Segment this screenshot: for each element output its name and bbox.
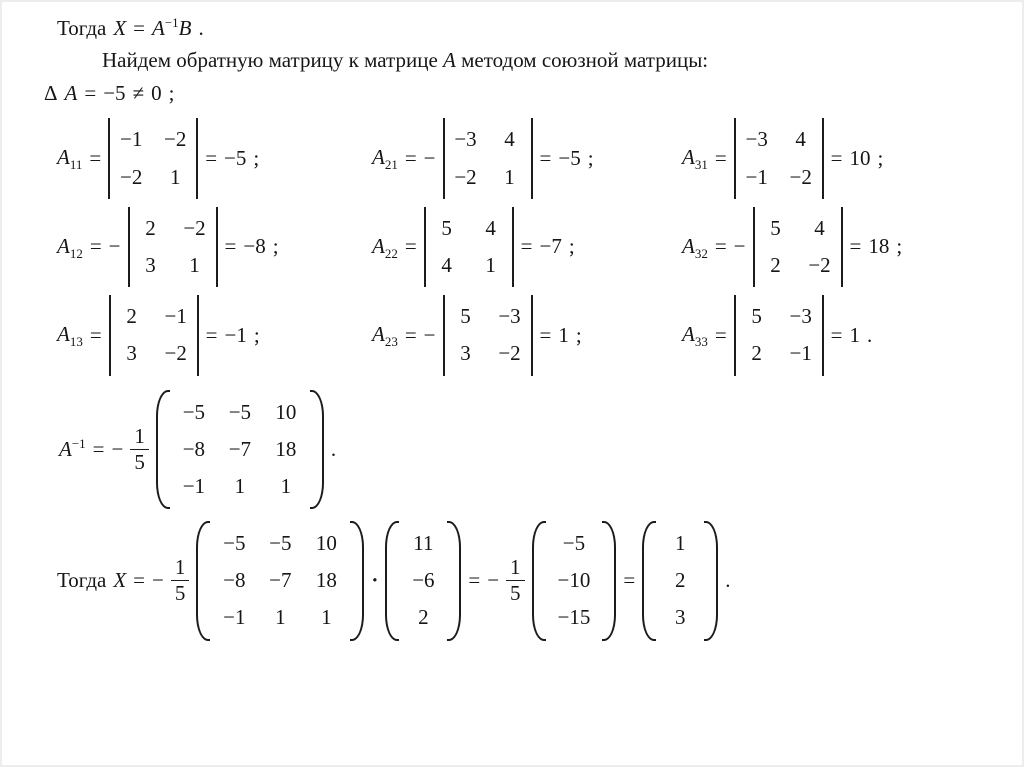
matrix-cell: 1: [169, 164, 181, 189]
matrix-cell: 4: [485, 215, 496, 240]
fraction-one-fifth: [171, 556, 190, 605]
cofactor-value: 18: [868, 234, 890, 259]
fraction-one-fifth: [130, 425, 149, 474]
right-paren: [350, 521, 364, 641]
cofactor-a31: [682, 118, 1022, 198]
cofactor-value: 1: [558, 322, 569, 347]
var-x: X: [113, 568, 127, 593]
cofactor-label: $A_{32}$: [682, 233, 708, 262]
equals-sign: =: [133, 16, 145, 40]
matrix-cell: −7: [228, 436, 252, 461]
minus-sign: −: [111, 436, 124, 461]
left-paren: [385, 521, 399, 641]
matrix-cell: −1: [120, 127, 143, 152]
minus-sign: −: [423, 145, 436, 170]
determinant-2x2: [734, 295, 824, 375]
inverse-label: $A^{-1}$: [59, 435, 86, 461]
exponent: −1: [71, 435, 86, 451]
cofactor-value: 10: [849, 145, 871, 170]
determinant-2x2: [108, 118, 198, 198]
minus-sign: −: [423, 322, 436, 347]
punctuation: ;: [877, 145, 884, 170]
equals-sign: =: [89, 145, 102, 170]
vector-cell: 1: [674, 531, 686, 556]
matrix-cell: 1: [275, 605, 286, 630]
matrix-cell: 2: [751, 341, 762, 366]
determinant-2x2: [424, 207, 514, 287]
matrix-cell: 1: [504, 164, 515, 189]
matrix-cell: 1: [189, 252, 200, 277]
equals-sign: =: [84, 81, 97, 106]
matrix-cell: 4: [504, 127, 515, 152]
var-a: A: [443, 48, 456, 73]
determinant-2x2: [128, 207, 218, 287]
fraction-denominator: 5: [134, 449, 145, 474]
minus-sign: −: [487, 568, 500, 593]
punctuation: ;: [253, 145, 260, 170]
cofactor-a22: [372, 207, 682, 287]
inverse-matrix: [156, 390, 324, 510]
matrix-cell: −1: [164, 304, 187, 329]
fraction-denominator: 5: [510, 581, 521, 606]
cofactor-a12: [57, 207, 372, 287]
vector-grid: [399, 521, 447, 641]
equals-sign: =: [404, 322, 417, 347]
cofactor-value: −7: [539, 234, 562, 259]
vector-grid: [656, 521, 704, 641]
matrix-cell: 3: [460, 341, 471, 366]
cofactor-a33: [682, 295, 1022, 375]
cofactor-a11: [57, 118, 372, 198]
matrix-cell: −2: [183, 215, 206, 240]
equals-sign: =: [714, 322, 727, 347]
vector-cell: −10: [557, 568, 591, 593]
matrix-cell: −5: [228, 399, 252, 424]
punctuation: .: [867, 322, 873, 347]
vector-cell: 2: [674, 568, 686, 593]
determinant-2x2: [734, 118, 824, 198]
matrix-cell: 1: [485, 252, 496, 277]
cofactor-label: $A_{12}$: [57, 233, 83, 262]
matrix-cell: 1: [234, 473, 246, 498]
solution-line: [57, 521, 1022, 641]
matrix-cell: 5: [460, 304, 471, 329]
cofactor-label: $A_{21}$: [372, 145, 398, 173]
matrix-cell: −1: [182, 473, 206, 498]
vector-cell: −5: [562, 531, 586, 556]
matrix-cell: −2: [789, 164, 812, 189]
final-word: Тогда: [57, 568, 107, 593]
matrix-cell: −2: [164, 127, 187, 152]
matrix-cell: −7: [269, 568, 292, 593]
cofactor-a13: [57, 295, 372, 375]
fraction-one-fifth: [506, 556, 525, 605]
equals-sign: =: [520, 234, 533, 259]
vector-product: [532, 521, 617, 641]
method-text-1: Найдем обратную матрицу к матрице: [102, 48, 438, 73]
cofactor-a32: [682, 207, 1022, 287]
adjugate-matrix: [196, 521, 364, 641]
matrix-cell: −2: [164, 341, 187, 366]
determinant-line: [44, 81, 1022, 106]
left-paren: [532, 521, 546, 641]
punctuation: ;: [253, 322, 260, 347]
matrix-cell: 1: [280, 473, 292, 498]
cofactor-value: −5: [224, 145, 247, 170]
matrix-cell: 5: [441, 215, 452, 240]
cofactor-grid: [57, 118, 1022, 375]
vector-cell: 11: [413, 531, 434, 556]
cofactor-a23: [372, 295, 682, 375]
method-text-2: методом союзной матрицы:: [461, 48, 709, 73]
matrix-cell: −5: [223, 531, 246, 556]
equals-sign: =: [133, 568, 145, 593]
matrix-grid: [210, 521, 350, 641]
matrix-cell: −2: [808, 252, 831, 277]
fraction-numerator: 1: [171, 556, 190, 581]
minus-sign: −: [108, 234, 121, 259]
matrix-cell: −5: [269, 531, 292, 556]
var-x: X: [113, 16, 127, 41]
matrix-cell: −1: [789, 341, 812, 366]
equals-sign: =: [714, 145, 727, 170]
cofactor-a21: [372, 118, 682, 198]
matrix-grid: [170, 390, 310, 510]
vector-cell: 3: [674, 605, 686, 630]
matrix-cell: −3: [498, 304, 521, 329]
matrix-cell: 4: [441, 252, 452, 277]
equals-sign: =: [623, 568, 636, 593]
inverse-matrix-line: [59, 390, 1022, 510]
fraction-denominator: 5: [174, 581, 186, 606]
punctuation: ;: [568, 234, 575, 259]
var-b: B: [178, 16, 192, 41]
vector-cell: −6: [412, 568, 435, 593]
equals-sign: =: [205, 145, 218, 170]
equals-sign: =: [92, 436, 105, 461]
right-paren: [704, 521, 718, 641]
matrix-cell: 3: [145, 252, 156, 277]
period: .: [725, 568, 731, 593]
matrix-cell: 4: [814, 215, 825, 240]
punctuation: ;: [587, 145, 594, 170]
vector-grid: [546, 521, 603, 641]
left-paren: [196, 521, 210, 641]
matrix-cell: −2: [498, 341, 521, 366]
right-paren: [447, 521, 461, 641]
matrix-cell: −8: [182, 436, 206, 461]
var-a: A: [64, 81, 78, 106]
matrix-cell: −3: [745, 127, 768, 152]
matrix-cell: −1: [745, 164, 768, 189]
punctuation: ;: [272, 234, 279, 259]
minus-sign: −: [152, 568, 164, 593]
matrix-cell: −3: [454, 127, 477, 152]
cofactor-label: $A_{13}$: [57, 322, 83, 350]
fraction-numerator: 1: [130, 425, 149, 450]
equals-sign: =: [539, 322, 552, 347]
matrix-cell: 4: [795, 127, 806, 152]
punctuation: ;: [896, 234, 903, 259]
determinant-2x2: [753, 207, 843, 287]
matrix-cell: 18: [275, 436, 297, 461]
not-equal-sign: ≠: [132, 81, 145, 106]
equals-sign: =: [539, 145, 552, 170]
determinant-2x2: [443, 295, 533, 375]
matrix-cell: −1: [223, 605, 246, 630]
matrix-cell: 18: [315, 568, 337, 593]
left-paren: [156, 390, 170, 510]
vector-cell: −15: [557, 605, 591, 630]
cofactor-value: −1: [224, 322, 247, 347]
cofactor-label: $A_{11}$: [57, 145, 83, 173]
equals-sign: =: [468, 568, 481, 593]
matrix-cell: −2: [454, 164, 477, 189]
matrix-cell: 2: [770, 252, 781, 277]
period: .: [198, 16, 204, 40]
matrix-cell: −5: [182, 399, 206, 424]
left-paren: [642, 521, 656, 641]
cofactor-label: $A_{22}$: [372, 233, 398, 262]
equals-sign: =: [830, 322, 843, 347]
cofactor-label: $A_{33}$: [682, 322, 708, 350]
matrix-cell: −8: [223, 568, 246, 593]
intro-line: [57, 16, 1022, 41]
cofactor-label: $A_{31}$: [682, 145, 708, 173]
cofactor-value: −5: [558, 145, 581, 170]
equals-sign: =: [830, 145, 843, 170]
intro-word: Тогда: [57, 16, 107, 41]
delta-symbol: Δ: [44, 81, 58, 106]
equals-sign: =: [89, 234, 102, 259]
fraction-numerator: 1: [506, 556, 525, 581]
vector-solution: [642, 521, 718, 641]
matrix-cell: 2: [126, 304, 137, 329]
matrix-cell: 2: [145, 215, 156, 240]
punctuation: ;: [575, 322, 582, 347]
right-paren: [310, 390, 324, 510]
matrix-cell: −2: [120, 164, 143, 189]
determinant-2x2: [443, 118, 533, 198]
vector-b: [385, 521, 461, 641]
equals-sign: =: [404, 145, 417, 170]
matrix-cell: 5: [770, 215, 781, 240]
determinant-value: −5: [103, 81, 126, 106]
equals-sign: =: [224, 234, 237, 259]
exponent: −1: [164, 15, 179, 31]
right-paren: [602, 521, 616, 641]
period: .: [330, 436, 337, 461]
equals-sign: =: [205, 322, 218, 347]
a-inverse: $A^{-1}B$: [152, 15, 192, 41]
minus-sign: −: [733, 234, 746, 259]
equals-sign: =: [404, 234, 417, 259]
matrix-cell: 10: [315, 531, 337, 556]
determinant-2x2: [109, 295, 199, 375]
matrix-cell: 10: [275, 399, 297, 424]
matrix-cell: 3: [126, 341, 137, 366]
cofactor-value: −8: [243, 234, 266, 259]
equals-sign: =: [849, 234, 862, 259]
equals-sign: =: [714, 234, 727, 259]
equals-sign: =: [89, 322, 102, 347]
method-line: [102, 48, 1022, 73]
multiplication-dot: ·: [371, 568, 379, 593]
matrix-cell: 5: [751, 304, 762, 329]
vector-cell: 2: [418, 605, 429, 630]
cofactor-label: $A_{23}$: [372, 322, 398, 350]
zero: 0: [151, 81, 162, 106]
matrix-cell: 1: [321, 605, 332, 630]
matrix-cell: −3: [789, 304, 812, 329]
punctuation: ;: [168, 81, 175, 106]
cofactor-value: 1: [849, 322, 861, 347]
